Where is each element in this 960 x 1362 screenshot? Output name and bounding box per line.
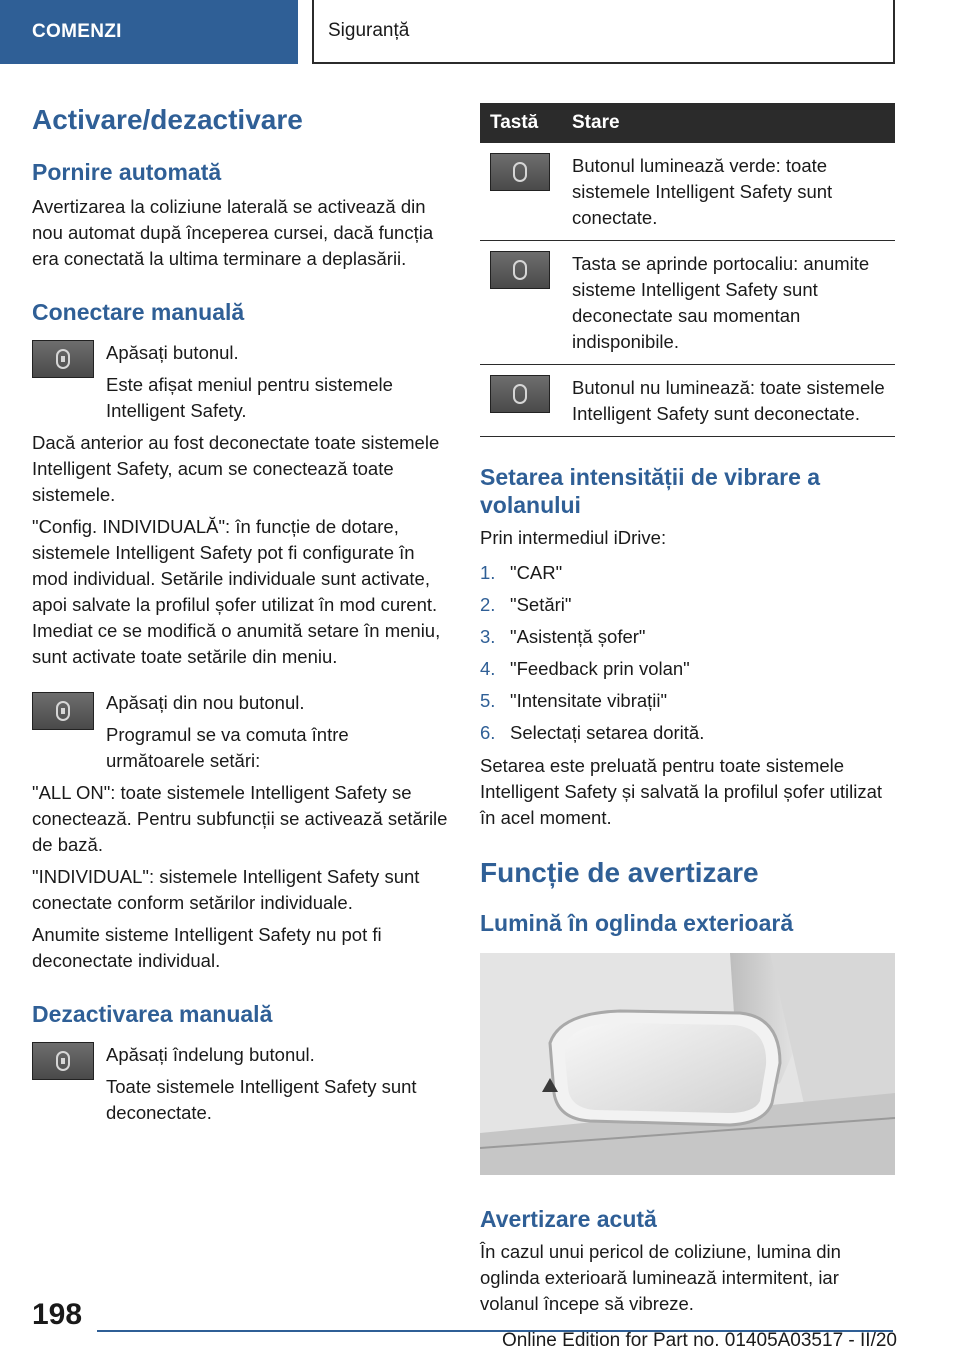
table-row [480, 241, 895, 365]
table-cell-key [480, 365, 562, 437]
right-column [480, 103, 895, 1317]
menu-shown-text: Este afișat meniul pentru sistemele Intelligent Safety. [106, 374, 393, 421]
side-mirror-illustration [480, 953, 895, 1175]
list-item: 2. "Setări" [480, 594, 572, 615]
table-cell-state: Butonul nu luminează: toate sistemele Intelligent Safety sunt deconectate. [562, 365, 895, 437]
table-cell-key [480, 241, 562, 365]
edition-text: Online Edition for Part no. 01405A03517 - II/20 [501, 1330, 897, 1351]
intelligent-safety-button-icon [490, 153, 550, 191]
steps-list [480, 557, 895, 749]
via-idrive-text: Prin intermediul iDrive: [480, 527, 667, 548]
intelligent-safety-button-icon [32, 340, 94, 378]
toggle-between-text: Programul se va comuta între următoarele setări: [106, 724, 349, 771]
heading-manual-on: Conectare manuală [32, 299, 245, 325]
chapter-tab: COMENZI [0, 0, 298, 64]
heading-manual-off: Dezactivarea manuală [32, 1001, 273, 1027]
list-item: 3. "Asistență șofer" [480, 626, 646, 647]
manual-on-block [32, 340, 450, 424]
section-title: Siguranță [312, 0, 895, 64]
heading-warning-function: Funcție de avertizare [480, 857, 759, 888]
list-item: 5. "Intensitate vibrații" [480, 690, 668, 711]
heading-auto-start: Pornire automată [32, 159, 222, 185]
list-item: 4. "Feedback prin volan" [480, 658, 690, 679]
paragraph-all-off: Dacă anterior au fost deconectate toate sistemele Intelligent Safety, acum se conectează toate sistemele. [32, 432, 440, 505]
intelligent-safety-button-icon [32, 692, 94, 730]
heading-acute-warning: Avertizare acută [480, 1206, 657, 1232]
table-header-row [480, 103, 895, 143]
button-state-table [480, 103, 895, 437]
table-cell-state: Butonul luminează verde: toate sistemele Intelligent Safety sunt conectate. [562, 143, 895, 241]
side-mirror-image [480, 953, 895, 1175]
all-off-text: Toate sistemele Intelligent Safety sunt deconectate. [106, 1076, 417, 1123]
list-item: 1. "CAR" [480, 562, 563, 583]
paragraph-config: "Config. INDIVIDUALĂ": în funcție de dotare, sistemele Intelligent Safety pot fi configurate în mod individual. Setările individuale sunt activate, apoi salvate la profilul șofer utilizat în mod curent. Imediat ce se modifică o anumită setare în meniu, sunt activate toate setările din meniu. [32, 516, 441, 667]
press-button-text: Apăsați butonul. [106, 342, 239, 363]
table-row [480, 143, 895, 241]
table-cell-state: Tasta se aprinde portocaliu: anumite sisteme Intelligent Safety sunt deconectate sau momentan indisponibile. [562, 241, 895, 365]
table-cell-key [480, 143, 562, 241]
table-row [480, 365, 895, 437]
toggle-block [32, 690, 450, 774]
table-header-key: Tastă [480, 103, 562, 143]
heading-mirror-light: Lumină în oglinda exterioară [480, 910, 794, 936]
paragraph-some-systems: Anumite sisteme Intelligent Safety nu pot fi deconectate individual. [32, 924, 382, 971]
intelligent-safety-button-icon [490, 251, 550, 289]
page-number: 198 [32, 1298, 83, 1331]
list-item: 6. Selectați setarea dorită. [480, 722, 705, 743]
heading-activation: Activare/dezactivare [32, 104, 303, 135]
paragraph-all-on: "ALL ON": toate sistemele Intelligent Safety se conectează. Pentru subfuncții se activează setările de bază. [32, 782, 448, 855]
left-column [32, 100, 450, 1126]
paragraph-saved: Setarea este preluată pentru toate sistemele Intelligent Safety și salvată la profilul șofer utilizat în acel moment. [480, 755, 883, 828]
heading-vibration: Setarea intensității de vibrare a volanului [480, 464, 821, 518]
press-again-text: Apăsați din nou butonul. [106, 692, 305, 713]
table-header-state: Stare [562, 103, 895, 143]
intelligent-safety-button-icon [32, 1042, 94, 1080]
manual-off-block [32, 1042, 450, 1126]
press-long-text: Apăsați îndelung butonul. [106, 1044, 315, 1065]
intelligent-safety-button-icon [490, 375, 550, 413]
paragraph-auto-start: Avertizarea la coliziune laterală se activează din nou automat după începerea cursei, dacă funcția era conectată la ultima terminare a deplasării. [32, 196, 434, 269]
paragraph-acute-warning: În cazul unui pericol de coliziune, lumina din oglinda exterioară luminează intermitent, iar volanul începe să vibreze. [480, 1241, 841, 1314]
paragraph-individual: "INDIVIDUAL": sistemele Intelligent Safety sunt conectate conform setărilor individuale. [32, 866, 420, 913]
